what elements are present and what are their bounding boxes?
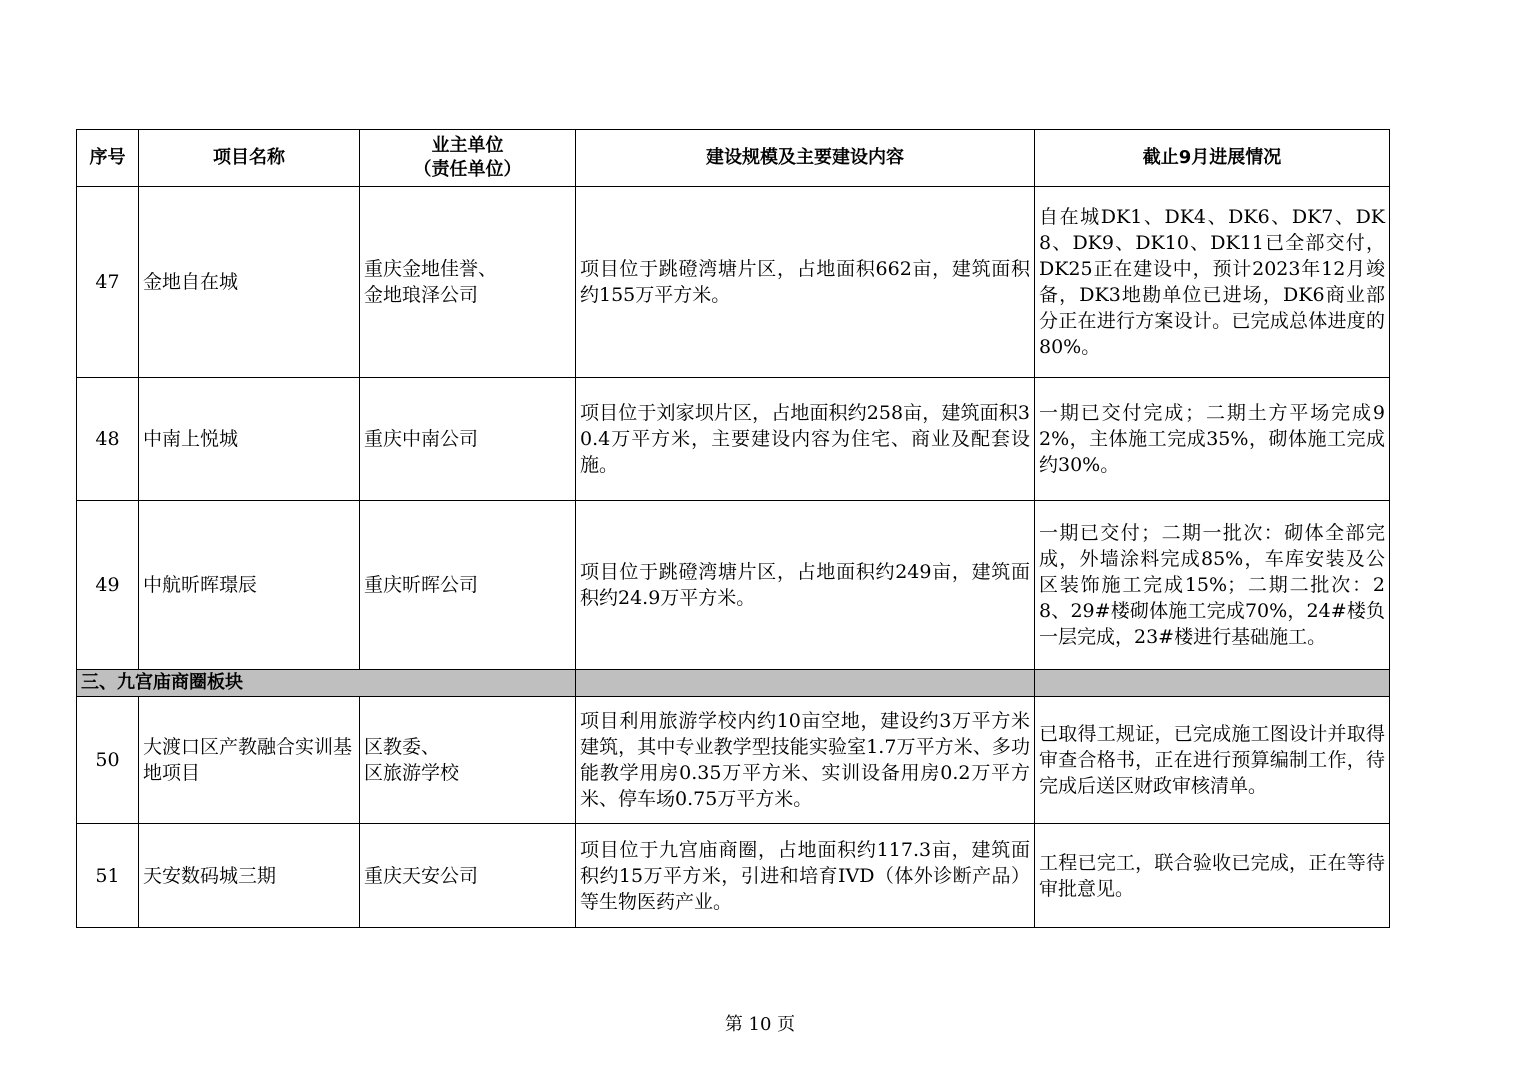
row-progress: 自在城DK1、DK4、DK6、DK7、DK8、DK9、DK10、DK11已全部交付，DK25正在建设中，预计2023年12月竣备，DK3地勘单位已进场，DK6商业部分正在进行方案设计。已完成总体进度的80%。 (1035, 187, 1390, 378)
table-row (77, 378, 1390, 501)
row-progress: 一期已交付完成；二期土方平场完成92%，主体施工完成35%，砌体施工完成约30%。 (1035, 378, 1390, 501)
row-owner: 重庆中南公司 (360, 378, 576, 501)
row-content: 项目利用旅游学校内约10亩空地，建设约3万平方米建筑，其中专业教学型技能实验室1.7万平方米、多功能教学用房0.35万平方米、实训设备用房0.2万平方米、停车场0.75万平方米。 (576, 697, 1035, 824)
header-owner: 业主单位 （责任单位） (360, 130, 576, 187)
row-content: 项目位于跳磴湾塘片区，占地面积约249亩，建筑面积约24.9万平方米。 (576, 501, 1035, 670)
row-project-name: 大渡口区产教融合实训基地项目 (139, 697, 360, 824)
table-row (77, 501, 1390, 670)
header-progress: 截止9月进展情况 (1035, 130, 1390, 187)
table-row (77, 697, 1390, 824)
row-owner: 重庆金地佳誉、 金地琅泽公司 (360, 187, 576, 378)
section-empty-cell (1035, 670, 1390, 697)
row-seq: 47 (77, 187, 139, 378)
row-project-name: 中航昕晖璟辰 (139, 501, 360, 670)
table-row (77, 824, 1390, 928)
row-progress: 工程已完工，联合验收已完成，正在等待审批意见。 (1035, 824, 1390, 928)
row-owner: 重庆天安公司 (360, 824, 576, 928)
row-seq: 51 (77, 824, 139, 928)
row-owner: 重庆昕晖公司 (360, 501, 576, 670)
row-content: 项目位于刘家坝片区，占地面积约258亩，建筑面积30.4万平方米，主要建设内容为住宅、商业及配套设施。 (576, 378, 1035, 501)
row-seq: 48 (77, 378, 139, 501)
row-seq: 50 (77, 697, 139, 824)
section-row (77, 670, 1390, 697)
header-seq: 序号 (77, 130, 139, 187)
row-content: 项目位于跳磴湾塘片区，占地面积662亩，建筑面积约155万平方米。 (576, 187, 1035, 378)
page-number: 第 10 页 (724, 1014, 796, 1035)
row-project-name: 金地自在城 (139, 187, 360, 378)
table-header-row (77, 130, 1390, 187)
row-owner: 区教委、 区旅游学校 (360, 697, 576, 824)
header-content: 建设规模及主要建设内容 (576, 130, 1035, 187)
row-project-name: 中南上悦城 (139, 378, 360, 501)
row-content: 项目位于九宫庙商圈，占地面积约117.3亩，建筑面积约15万平方米，引进和培育IVD（体外诊断产品）等生物医药产业。 (576, 824, 1035, 928)
header-project-name: 项目名称 (139, 130, 360, 187)
row-progress: 已取得工规证，已完成施工图设计并取得审查合格书，正在进行预算编制工作，待完成后送区财政审核清单。 (1035, 697, 1390, 824)
table-row (77, 187, 1390, 378)
project-progress-table (76, 129, 1390, 928)
row-project-name: 天安数码城三期 (139, 824, 360, 928)
row-progress: 一期已交付；二期一批次：砌体全部完成，外墙涂料完成85%，车库安装及公区装饰施工完成15%；二期二批次：28、29#楼砌体施工完成70%，24#楼负一层完成，23#楼进行基础施工。 (1035, 501, 1390, 670)
row-seq: 49 (77, 501, 139, 670)
section-empty-cell (576, 670, 1035, 697)
section-title: 三、九宫庙商圈板块 (77, 670, 576, 697)
